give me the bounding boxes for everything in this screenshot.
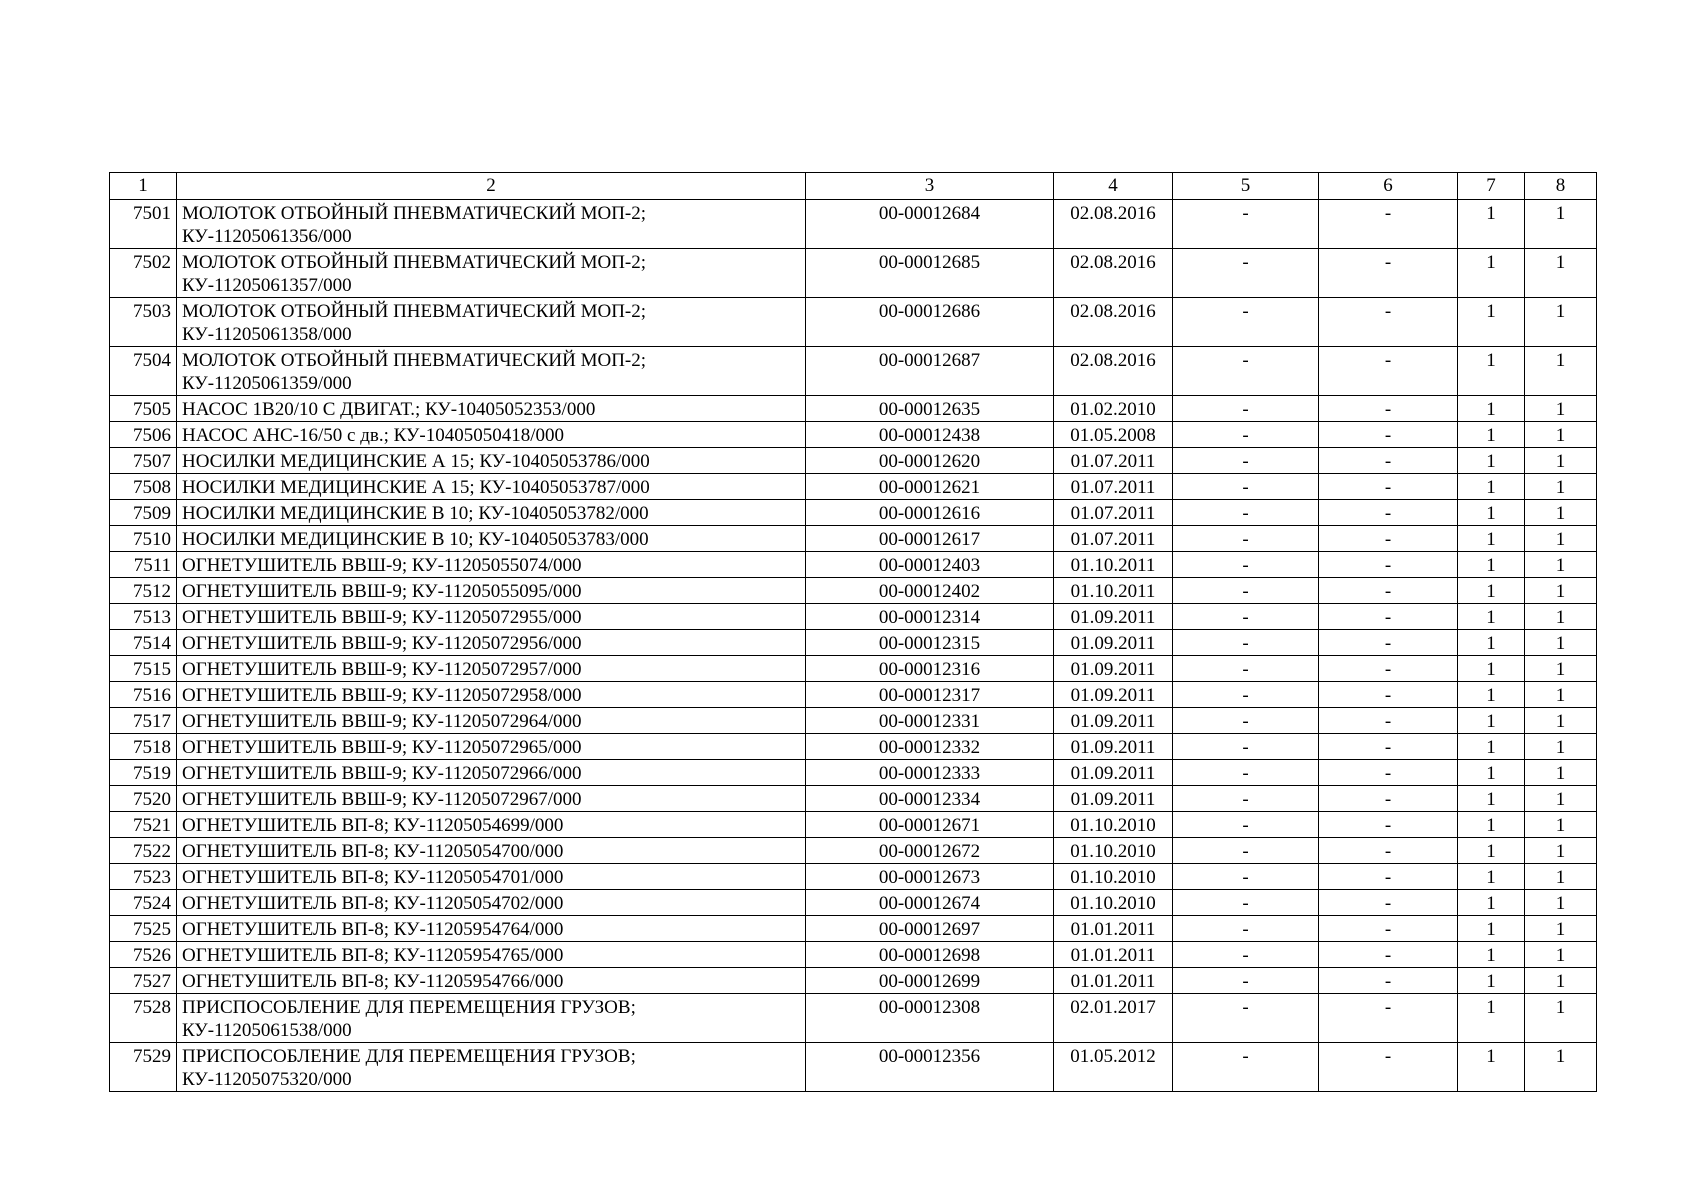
item-name: ОГНЕТУШИТЕЛЬ ВВШ-9; КУ-11205055095/000 (177, 578, 806, 604)
table-row (110, 526, 1597, 552)
inventory-code: 00-00012672 (806, 838, 1054, 864)
table-row (110, 890, 1597, 916)
date-cell: 01.05.2012 (1054, 1043, 1173, 1092)
inventory-code: 00-00012686 (806, 298, 1054, 347)
column-8-cell: 1 (1525, 838, 1597, 864)
table-row (110, 942, 1597, 968)
column-7-cell: 1 (1458, 968, 1525, 994)
column-7-cell: 1 (1458, 422, 1525, 448)
column-5-cell: - (1173, 448, 1319, 474)
inventory-table (109, 172, 1597, 1092)
column-6-cell: - (1319, 1043, 1458, 1092)
column-8-cell: 1 (1525, 760, 1597, 786)
column-5-cell: - (1173, 682, 1319, 708)
column-6-cell: - (1319, 682, 1458, 708)
inventory-code: 00-00012699 (806, 968, 1054, 994)
column-8-cell: 1 (1525, 422, 1597, 448)
inventory-code: 00-00012403 (806, 552, 1054, 578)
column-5-cell: - (1173, 786, 1319, 812)
column-8-cell: 1 (1525, 249, 1597, 298)
table-row (110, 734, 1597, 760)
column-7-cell: 1 (1458, 760, 1525, 786)
item-name: ОГНЕТУШИТЕЛЬ ВВШ-9; КУ-11205072967/000 (177, 786, 806, 812)
table-row (110, 812, 1597, 838)
column-8-cell: 1 (1525, 448, 1597, 474)
item-name: ОГНЕТУШИТЕЛЬ ВП-8; КУ-11205054702/000 (177, 890, 806, 916)
column-8-cell: 1 (1525, 890, 1597, 916)
column-7-cell: 1 (1458, 734, 1525, 760)
date-cell: 02.01.2017 (1054, 994, 1173, 1043)
column-8-cell: 1 (1525, 734, 1597, 760)
row-number: 7509 (110, 500, 177, 526)
column-6-cell: - (1319, 500, 1458, 526)
item-name: ОГНЕТУШИТЕЛЬ ВВШ-9; КУ-11205072956/000 (177, 630, 806, 656)
date-cell: 01.07.2011 (1054, 500, 1173, 526)
column-6-cell: - (1319, 708, 1458, 734)
item-name: ОГНЕТУШИТЕЛЬ ВВШ-9; КУ-11205072958/000 (177, 682, 806, 708)
column-7-cell: 1 (1458, 942, 1525, 968)
date-cell: 02.08.2016 (1054, 347, 1173, 396)
column-7-cell: 1 (1458, 249, 1525, 298)
inventory-code: 00-00012314 (806, 604, 1054, 630)
date-cell: 01.02.2010 (1054, 396, 1173, 422)
column-5-cell: - (1173, 812, 1319, 838)
column-7-cell: 1 (1458, 526, 1525, 552)
table-row (110, 656, 1597, 682)
inventory-code: 00-00012635 (806, 396, 1054, 422)
date-cell: 01.01.2011 (1054, 968, 1173, 994)
column-5-cell: - (1173, 708, 1319, 734)
column-5-cell: - (1173, 942, 1319, 968)
item-name: НОСИЛКИ МЕДИЦИНСКИЕ В 10; КУ-10405053783/000 (177, 526, 806, 552)
column-6-cell: - (1319, 994, 1458, 1043)
column-5-cell: - (1173, 916, 1319, 942)
column-6-cell: - (1319, 552, 1458, 578)
item-name: ОГНЕТУШИТЕЛЬ ВВШ-9; КУ-11205072955/000 (177, 604, 806, 630)
table-row (110, 916, 1597, 942)
inventory-code: 00-00012616 (806, 500, 1054, 526)
item-name: ОГНЕТУШИТЕЛЬ ВВШ-9; КУ-11205055074/000 (177, 552, 806, 578)
column-7-cell: 1 (1458, 786, 1525, 812)
column-5-cell: - (1173, 200, 1319, 249)
row-number: 7516 (110, 682, 177, 708)
column-7-cell: 1 (1458, 630, 1525, 656)
date-cell: 01.10.2010 (1054, 864, 1173, 890)
column-7-cell: 1 (1458, 838, 1525, 864)
inventory-code: 00-00012331 (806, 708, 1054, 734)
column-6-cell: - (1319, 526, 1458, 552)
inventory-code: 00-00012687 (806, 347, 1054, 396)
date-cell: 01.09.2011 (1054, 656, 1173, 682)
column-header-4: 4 (1054, 173, 1173, 200)
row-number: 7520 (110, 786, 177, 812)
row-number: 7525 (110, 916, 177, 942)
item-name: ПРИСПОСОБЛЕНИЕ ДЛЯ ПЕРЕМЕЩЕНИЯ ГРУЗОВ; КУ-11205061538/000 (177, 994, 806, 1043)
row-number: 7506 (110, 422, 177, 448)
table-row (110, 838, 1597, 864)
column-7-cell: 1 (1458, 656, 1525, 682)
inventory-code: 00-00012334 (806, 786, 1054, 812)
date-cell: 01.01.2011 (1054, 916, 1173, 942)
column-8-cell: 1 (1525, 708, 1597, 734)
column-7-cell: 1 (1458, 552, 1525, 578)
column-6-cell: - (1319, 864, 1458, 890)
date-cell: 01.09.2011 (1054, 734, 1173, 760)
row-number: 7521 (110, 812, 177, 838)
row-number: 7510 (110, 526, 177, 552)
column-6-cell: - (1319, 786, 1458, 812)
table-row (110, 552, 1597, 578)
table-row (110, 347, 1597, 396)
column-6-cell: - (1319, 630, 1458, 656)
column-7-cell: 1 (1458, 916, 1525, 942)
column-5-cell: - (1173, 864, 1319, 890)
item-name: ОГНЕТУШИТЕЛЬ ВВШ-9; КУ-11205072966/000 (177, 760, 806, 786)
column-6-cell: - (1319, 734, 1458, 760)
item-name: ОГНЕТУШИТЕЛЬ ВП-8; КУ-11205054699/000 (177, 812, 806, 838)
item-name: ОГНЕТУШИТЕЛЬ ВП-8; КУ-11205954765/000 (177, 942, 806, 968)
column-8-cell: 1 (1525, 994, 1597, 1043)
inventory-code: 00-00012674 (806, 890, 1054, 916)
item-name: НОСИЛКИ МЕДИЦИНСКИЕ А 15; КУ-10405053787/000 (177, 474, 806, 500)
row-number: 7522 (110, 838, 177, 864)
row-number: 7508 (110, 474, 177, 500)
column-5-cell: - (1173, 347, 1319, 396)
table-row (110, 298, 1597, 347)
inventory-code: 00-00012697 (806, 916, 1054, 942)
table-row (110, 864, 1597, 890)
column-5-cell: - (1173, 630, 1319, 656)
column-header-2: 2 (177, 173, 806, 200)
inventory-code: 00-00012317 (806, 682, 1054, 708)
column-6-cell: - (1319, 838, 1458, 864)
column-6-cell: - (1319, 760, 1458, 786)
item-name: МОЛОТОК ОТБОЙНЫЙ ПНЕВМАТИЧЕСКИЙ МОП-2; КУ-11205061357/000 (177, 249, 806, 298)
column-5-cell: - (1173, 734, 1319, 760)
row-number: 7505 (110, 396, 177, 422)
table-row (110, 474, 1597, 500)
inventory-code: 00-00012621 (806, 474, 1054, 500)
date-cell: 01.10.2010 (1054, 812, 1173, 838)
table-row (110, 968, 1597, 994)
column-8-cell: 1 (1525, 396, 1597, 422)
column-7-cell: 1 (1458, 500, 1525, 526)
column-7-cell: 1 (1458, 298, 1525, 347)
column-7-cell: 1 (1458, 200, 1525, 249)
inventory-code: 00-00012402 (806, 578, 1054, 604)
column-5-cell: - (1173, 760, 1319, 786)
column-8-cell: 1 (1525, 552, 1597, 578)
column-header-1: 1 (110, 173, 177, 200)
column-8-cell: 1 (1525, 656, 1597, 682)
header-row (110, 173, 1597, 200)
date-cell: 01.09.2011 (1054, 786, 1173, 812)
table-row (110, 682, 1597, 708)
date-cell: 01.10.2010 (1054, 838, 1173, 864)
column-7-cell: 1 (1458, 474, 1525, 500)
column-6-cell: - (1319, 298, 1458, 347)
column-5-cell: - (1173, 578, 1319, 604)
column-5-cell: - (1173, 604, 1319, 630)
date-cell: 01.09.2011 (1054, 708, 1173, 734)
column-6-cell: - (1319, 200, 1458, 249)
column-6-cell: - (1319, 422, 1458, 448)
column-7-cell: 1 (1458, 347, 1525, 396)
column-5-cell: - (1173, 298, 1319, 347)
column-7-cell: 1 (1458, 812, 1525, 838)
inventory-code: 00-00012332 (806, 734, 1054, 760)
row-number: 7524 (110, 890, 177, 916)
table-row (110, 760, 1597, 786)
row-number: 7503 (110, 298, 177, 347)
date-cell: 02.08.2016 (1054, 249, 1173, 298)
date-cell: 01.09.2011 (1054, 760, 1173, 786)
row-number: 7515 (110, 656, 177, 682)
table-row (110, 604, 1597, 630)
row-number: 7513 (110, 604, 177, 630)
column-8-cell: 1 (1525, 812, 1597, 838)
item-name: ОГНЕТУШИТЕЛЬ ВП-8; КУ-11205954764/000 (177, 916, 806, 942)
column-8-cell: 1 (1525, 347, 1597, 396)
table-row (110, 1043, 1597, 1092)
column-7-cell: 1 (1458, 682, 1525, 708)
inventory-code: 00-00012316 (806, 656, 1054, 682)
item-name: НАСОС АНС-16/50 с дв.; КУ-10405050418/000 (177, 422, 806, 448)
item-name: МОЛОТОК ОТБОЙНЫЙ ПНЕВМАТИЧЕСКИЙ МОП-2; КУ-11205061359/000 (177, 347, 806, 396)
inventory-code: 00-00012617 (806, 526, 1054, 552)
item-name: ОГНЕТУШИТЕЛЬ ВП-8; КУ-11205054701/000 (177, 864, 806, 890)
column-5-cell: - (1173, 500, 1319, 526)
column-8-cell: 1 (1525, 298, 1597, 347)
item-name: НОСИЛКИ МЕДИЦИНСКИЕ В 10; КУ-10405053782/000 (177, 500, 806, 526)
item-name: НОСИЛКИ МЕДИЦИНСКИЕ А 15; КУ-10405053786/000 (177, 448, 806, 474)
column-5-cell: - (1173, 656, 1319, 682)
inventory-code: 00-00012684 (806, 200, 1054, 249)
inventory-code: 00-00012698 (806, 942, 1054, 968)
table-row (110, 396, 1597, 422)
row-number: 7529 (110, 1043, 177, 1092)
column-header-3: 3 (806, 173, 1054, 200)
table-row (110, 249, 1597, 298)
inventory-code: 00-00012308 (806, 994, 1054, 1043)
inventory-code: 00-00012673 (806, 864, 1054, 890)
column-6-cell: - (1319, 396, 1458, 422)
column-6-cell: - (1319, 578, 1458, 604)
date-cell: 01.09.2011 (1054, 630, 1173, 656)
table-row (110, 708, 1597, 734)
date-cell: 01.10.2011 (1054, 578, 1173, 604)
inventory-code: 00-00012315 (806, 630, 1054, 656)
column-5-cell: - (1173, 526, 1319, 552)
table-row (110, 578, 1597, 604)
item-name: ОГНЕТУШИТЕЛЬ ВВШ-9; КУ-11205072957/000 (177, 656, 806, 682)
column-7-cell: 1 (1458, 890, 1525, 916)
column-8-cell: 1 (1525, 1043, 1597, 1092)
column-7-cell: 1 (1458, 448, 1525, 474)
inventory-code: 00-00012685 (806, 249, 1054, 298)
column-7-cell: 1 (1458, 864, 1525, 890)
column-5-cell: - (1173, 552, 1319, 578)
column-7-cell: 1 (1458, 396, 1525, 422)
inventory-code: 00-00012333 (806, 760, 1054, 786)
item-name: МОЛОТОК ОТБОЙНЫЙ ПНЕВМАТИЧЕСКИЙ МОП-2; КУ-11205061356/000 (177, 200, 806, 249)
column-8-cell: 1 (1525, 916, 1597, 942)
column-8-cell: 1 (1525, 786, 1597, 812)
item-name: ОГНЕТУШИТЕЛЬ ВП-8; КУ-11205954766/000 (177, 968, 806, 994)
item-name: ОГНЕТУШИТЕЛЬ ВВШ-9; КУ-11205072964/000 (177, 708, 806, 734)
column-7-cell: 1 (1458, 604, 1525, 630)
column-6-cell: - (1319, 474, 1458, 500)
row-number: 7502 (110, 249, 177, 298)
column-8-cell: 1 (1525, 200, 1597, 249)
column-5-cell: - (1173, 474, 1319, 500)
column-8-cell: 1 (1525, 604, 1597, 630)
row-number: 7523 (110, 864, 177, 890)
column-6-cell: - (1319, 916, 1458, 942)
row-number: 7527 (110, 968, 177, 994)
row-number: 7501 (110, 200, 177, 249)
item-name: МОЛОТОК ОТБОЙНЫЙ ПНЕВМАТИЧЕСКИЙ МОП-2; КУ-11205061358/000 (177, 298, 806, 347)
date-cell: 01.07.2011 (1054, 474, 1173, 500)
table-row (110, 994, 1597, 1043)
column-8-cell: 1 (1525, 500, 1597, 526)
column-5-cell: - (1173, 422, 1319, 448)
table-row (110, 422, 1597, 448)
column-6-cell: - (1319, 942, 1458, 968)
row-number: 7528 (110, 994, 177, 1043)
row-number: 7514 (110, 630, 177, 656)
column-8-cell: 1 (1525, 526, 1597, 552)
column-header-7: 7 (1458, 173, 1525, 200)
column-7-cell: 1 (1458, 1043, 1525, 1092)
table-body (110, 200, 1597, 1092)
column-8-cell: 1 (1525, 942, 1597, 968)
column-6-cell: - (1319, 448, 1458, 474)
date-cell: 01.07.2011 (1054, 448, 1173, 474)
column-7-cell: 1 (1458, 578, 1525, 604)
date-cell: 01.05.2008 (1054, 422, 1173, 448)
date-cell: 01.10.2011 (1054, 552, 1173, 578)
column-6-cell: - (1319, 249, 1458, 298)
column-header-8: 8 (1525, 173, 1597, 200)
inventory-code: 00-00012671 (806, 812, 1054, 838)
column-6-cell: - (1319, 812, 1458, 838)
column-header-6: 6 (1319, 173, 1458, 200)
table-row (110, 786, 1597, 812)
row-number: 7511 (110, 552, 177, 578)
row-number: 7507 (110, 448, 177, 474)
column-8-cell: 1 (1525, 864, 1597, 890)
inventory-code: 00-00012438 (806, 422, 1054, 448)
column-5-cell: - (1173, 890, 1319, 916)
column-8-cell: 1 (1525, 968, 1597, 994)
column-7-cell: 1 (1458, 994, 1525, 1043)
column-7-cell: 1 (1458, 708, 1525, 734)
column-8-cell: 1 (1525, 682, 1597, 708)
item-name: ОГНЕТУШИТЕЛЬ ВВШ-9; КУ-11205072965/000 (177, 734, 806, 760)
column-6-cell: - (1319, 347, 1458, 396)
column-5-cell: - (1173, 1043, 1319, 1092)
date-cell: 01.01.2011 (1054, 942, 1173, 968)
column-8-cell: 1 (1525, 630, 1597, 656)
date-cell: 01.07.2011 (1054, 526, 1173, 552)
row-number: 7504 (110, 347, 177, 396)
column-6-cell: - (1319, 890, 1458, 916)
inventory-code: 00-00012356 (806, 1043, 1054, 1092)
column-5-cell: - (1173, 249, 1319, 298)
column-5-cell: - (1173, 968, 1319, 994)
table-row (110, 448, 1597, 474)
column-8-cell: 1 (1525, 578, 1597, 604)
date-cell: 02.08.2016 (1054, 298, 1173, 347)
table-row (110, 500, 1597, 526)
row-number: 7518 (110, 734, 177, 760)
column-header-5: 5 (1173, 173, 1319, 200)
table-row (110, 200, 1597, 249)
date-cell: 01.09.2011 (1054, 604, 1173, 630)
row-number: 7526 (110, 942, 177, 968)
item-name: ОГНЕТУШИТЕЛЬ ВП-8; КУ-11205054700/000 (177, 838, 806, 864)
column-5-cell: - (1173, 396, 1319, 422)
table-row (110, 630, 1597, 656)
inventory-code: 00-00012620 (806, 448, 1054, 474)
row-number: 7512 (110, 578, 177, 604)
date-cell: 01.10.2010 (1054, 890, 1173, 916)
item-name: ПРИСПОСОБЛЕНИЕ ДЛЯ ПЕРЕМЕЩЕНИЯ ГРУЗОВ; КУ-11205075320/000 (177, 1043, 806, 1092)
date-cell: 02.08.2016 (1054, 200, 1173, 249)
date-cell: 01.09.2011 (1054, 682, 1173, 708)
item-name: НАСОС 1В20/10 С ДВИГАТ.; КУ-10405052353/000 (177, 396, 806, 422)
column-5-cell: - (1173, 838, 1319, 864)
column-5-cell: - (1173, 994, 1319, 1043)
row-number: 7519 (110, 760, 177, 786)
column-6-cell: - (1319, 656, 1458, 682)
column-8-cell: 1 (1525, 474, 1597, 500)
column-6-cell: - (1319, 604, 1458, 630)
column-6-cell: - (1319, 968, 1458, 994)
row-number: 7517 (110, 708, 177, 734)
